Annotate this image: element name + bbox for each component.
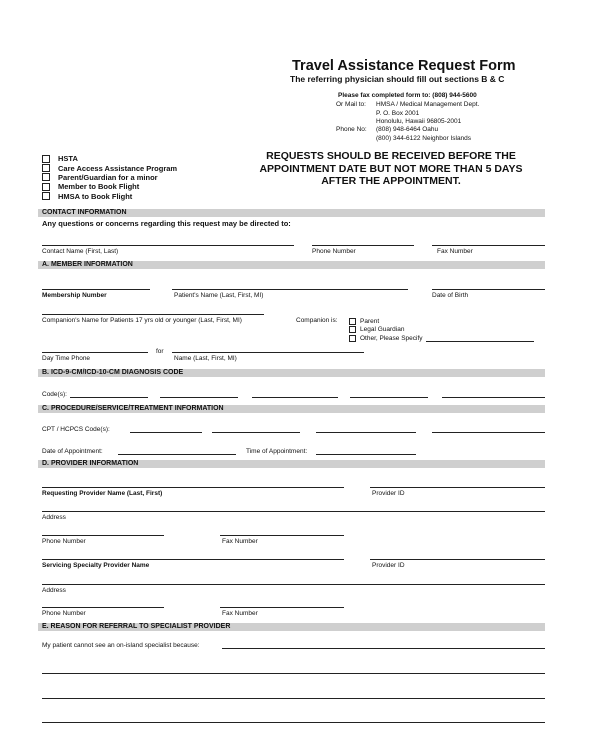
codes-label: Code(s):	[42, 391, 67, 398]
phone-numbers	[376, 126, 471, 143]
companion-name-label: Companion's Name for Patients 17 yrs old or younger (Last, First, MI)	[42, 317, 242, 324]
option-label: HMSA to Book Flight	[58, 191, 133, 201]
fax-label: Please fax completed form to:	[338, 92, 431, 99]
mail-line: P. O. Box 2001	[376, 109, 420, 117]
referral-line-1[interactable]	[222, 648, 545, 649]
mail-label: Or Mail to:	[336, 101, 366, 108]
contact-fax-line[interactable]	[432, 245, 545, 246]
provider-fax2-label: Fax Number	[222, 610, 258, 617]
cpt-line-1[interactable]	[130, 432, 202, 433]
referral-line-3[interactable]	[42, 698, 545, 699]
companion-option-guardian[interactable]	[349, 326, 534, 335]
address-label: Address	[42, 514, 66, 521]
provider-fax-label: Fax Number	[222, 538, 258, 545]
cpt-line-4[interactable]	[432, 432, 545, 433]
notice-line: REQUESTS SHOULD BE RECEIVED BEFORE THE	[266, 150, 516, 162]
appointment-time-line[interactable]	[316, 454, 416, 455]
code-line-4[interactable]	[350, 397, 428, 398]
contact-question: Any questions or concerns regarding this request may be directed to:	[42, 219, 291, 228]
requesting-provider-line[interactable]	[42, 487, 344, 488]
checkbox[interactable]	[349, 326, 356, 333]
option-label: HSTA	[58, 154, 78, 164]
address-line[interactable]	[42, 511, 545, 512]
option-label: Parent/Guardian for a minor	[58, 172, 158, 182]
membership-label: Membership Number	[42, 292, 107, 299]
option-label: Legal Guardian	[360, 326, 405, 334]
appointment-date-line[interactable]	[118, 454, 236, 455]
provider-id2-line[interactable]	[370, 559, 545, 560]
provider-id2-label: Provider ID	[372, 562, 405, 569]
referral-line-4[interactable]	[42, 722, 545, 723]
option-label: Other, Please Specify	[360, 334, 423, 342]
patient-name-line[interactable]	[172, 289, 408, 290]
phone2-line[interactable]	[42, 607, 164, 608]
other-specify-line[interactable]	[426, 341, 534, 342]
provider-id-label: Provider ID	[372, 490, 405, 497]
phone-line: (800) 344-6122 Neighbor Islands	[376, 134, 472, 142]
notice-line: APPOINTMENT DATE BUT NOT MORE THAN 5 DAYS	[259, 162, 523, 175]
provider-phone2-label: Phone Number	[42, 610, 86, 617]
membership-line[interactable]	[42, 289, 150, 290]
for-name-line[interactable]	[172, 352, 364, 353]
companion-option-parent[interactable]	[349, 317, 534, 326]
option-label: Parent	[360, 317, 380, 325]
companion-options	[349, 317, 534, 343]
dob-label: Date of Birth	[432, 292, 469, 299]
cpt-line-2[interactable]	[212, 432, 300, 433]
address2-line[interactable]	[42, 584, 545, 585]
program-option-parent-guardian[interactable]	[42, 173, 177, 182]
program-option-member-book[interactable]	[42, 182, 177, 191]
option-label: Member to Book Flight	[58, 182, 140, 192]
appointment-time-label: Time of Appointment:	[246, 448, 308, 455]
servicing-provider-line[interactable]	[42, 559, 344, 560]
checkbox[interactable]	[42, 164, 50, 172]
provider-phone-label: Phone Number	[42, 538, 86, 545]
dob-line[interactable]	[432, 289, 545, 290]
patient-name-label: Patient's Name (Last, First, MI)	[174, 292, 264, 299]
contact-phone-label: Phone Number	[312, 248, 356, 255]
fax2-line[interactable]	[220, 607, 344, 608]
notice-line: AFTER THE APPOINTMENT.	[321, 175, 461, 187]
section-header-contact: CONTACT INFORMATION	[38, 209, 545, 217]
checkbox[interactable]	[42, 183, 50, 191]
mail-line: HMSA / Medical Management Dept.	[376, 101, 480, 108]
checkbox[interactable]	[42, 192, 50, 200]
day-phone-line[interactable]	[42, 352, 148, 353]
companion-is-label: Companion is:	[296, 317, 338, 324]
companion-name-line[interactable]	[42, 314, 264, 315]
option-label: Care Access Assistance Program	[58, 163, 178, 173]
mail-address	[376, 101, 479, 127]
fax-instructions	[338, 92, 477, 99]
code-line-2[interactable]	[160, 397, 238, 398]
form-title: Travel Assistance Request Form	[292, 58, 516, 74]
contact-phone-line[interactable]	[312, 245, 414, 246]
companion-option-other[interactable]	[349, 334, 534, 343]
checkbox[interactable]	[349, 335, 356, 342]
program-option-care-access[interactable]	[42, 163, 177, 172]
address2-label: Address	[42, 587, 66, 594]
form-subtitle: The referring physician should fill out sections B & C	[290, 74, 505, 84]
program-option-hmsa-book[interactable]	[42, 192, 177, 201]
section-header-member: A. MEMBER INFORMATION	[38, 261, 545, 269]
checkbox[interactable]	[42, 155, 50, 163]
deadline-notice	[250, 150, 532, 188]
checkbox[interactable]	[349, 318, 356, 325]
provider-id-line[interactable]	[370, 487, 545, 488]
phone-line[interactable]	[42, 535, 164, 536]
section-header-referral: E. REASON FOR REFERRAL TO SPECIALIST PROVIDER	[38, 623, 545, 631]
section-header-diagnosis: B. ICD-9-CM/ICD-10-CM DIAGNOSIS CODE	[38, 369, 545, 377]
servicing-provider-label: Servicing Specialty Provider Name	[42, 562, 150, 569]
cpt-line-3[interactable]	[316, 432, 416, 433]
code-line-5[interactable]	[442, 397, 545, 398]
contact-name-label: Contact Name (First, Last)	[42, 248, 119, 255]
program-option-hsta[interactable]	[42, 154, 177, 163]
program-checklist	[42, 154, 177, 201]
appointment-date-label: Date of Appointment:	[42, 448, 103, 455]
checkbox[interactable]	[42, 173, 50, 181]
phone-label: Phone No:	[336, 126, 367, 133]
requesting-provider-label: Requesting Provider Name (Last, First)	[42, 490, 163, 497]
day-phone-label: Day Time Phone	[42, 355, 91, 362]
mail-line: Honolulu, Hawaii 96805-2001	[376, 118, 462, 125]
referral-line-2[interactable]	[42, 673, 545, 674]
referral-reason-label: My patient cannot see an on-island specialist because:	[42, 642, 200, 649]
code-line-3[interactable]	[252, 397, 338, 398]
contact-fax-label: Fax Number	[437, 248, 473, 255]
for-name-label: Name (Last, First, MI)	[174, 355, 237, 362]
phone-line: (808) 948-6464 Oahu	[376, 126, 439, 133]
for-label: for	[156, 348, 164, 355]
section-header-procedure: C. PROCEDURE/SERVICE/TREATMENT INFORMATION	[38, 405, 545, 413]
cpt-label: CPT / HCPCS Code(s):	[42, 426, 110, 433]
fax-number: (808) 944-5600	[432, 92, 477, 99]
fax-line[interactable]	[220, 535, 344, 536]
contact-name-line[interactable]	[42, 245, 294, 246]
section-header-provider: D. PROVIDER INFORMATION	[38, 460, 545, 468]
code-line-1[interactable]	[70, 397, 148, 398]
